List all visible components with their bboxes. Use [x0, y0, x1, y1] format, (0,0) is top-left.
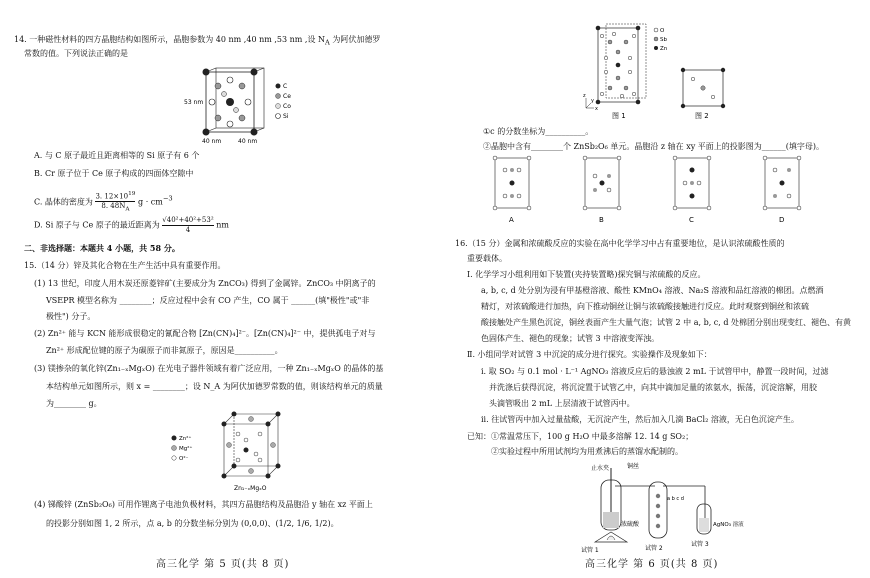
- q15-znmgo-legend: [170, 433, 200, 469]
- choice-d-figure: [763, 156, 801, 210]
- q14-option-b: B. Cr 原子位于 Ce 原子构成的四面体空隙中: [34, 169, 194, 178]
- q14-legend-0: C: [283, 83, 288, 90]
- q15-p3-line3: 为________ g。: [46, 399, 102, 408]
- q16-title-line2: 重要载体。: [467, 254, 507, 263]
- choice-c-label: C: [689, 216, 694, 224]
- page-6: [435, 0, 870, 578]
- q16-known-2: ②实验过程中所用试剂均为用煮沸后的蒸馏水配制的。: [491, 447, 683, 456]
- q14-dim-bottom-right: 40 nm: [238, 138, 258, 145]
- apparatus-label-t1: 试管 1: [581, 547, 599, 554]
- q16-s2-i-line2: 并洗涤后获得沉淀，将沉淀置于试管乙中，向其中滴加足量的浓氨水，振荡，沉淀溶解，用胶: [489, 383, 817, 392]
- q15-projection-choices: [491, 154, 841, 226]
- q15-legend-0: Zn²⁺: [179, 436, 192, 442]
- q15-p3-line1: (3) 镁掺杂的氧化锌(Zn₁₋ₓMgₓO) 在光电子器件领域有着广泛应用，一种 Zn₁₋ₓMgₓO 的晶体的基: [34, 364, 384, 373]
- q15-sub-2: ②晶胞中含有________个 ZnSb₂O₆ 单元。晶胞沿 z 轴在 xy 平面上的投影图为______(填字母)。: [483, 142, 825, 151]
- q15-p4-line2: 的投影分别如图 1, 2 所示，点 a, b 的分数坐标分别为 (0,0,0)、(1/2, 1/6, 1/2)。: [46, 519, 339, 528]
- q16-title: 16.（15 分）金属和浓硫酸反应的实验在高中化学学习中占有重要地位，是认识浓硫酸性质的: [455, 239, 785, 248]
- q16-s1-p1: a, b, c, d 处分别为浸有甲基橙溶液、酸性 KMnO₄ 溶液、Na₂S 溶液和品红溶液的棉团。点燃酒: [481, 286, 824, 295]
- q16-s2-ii: ii. 往试管丙中加入过量盐酸，无沉淀产生，然后加入几滴 BaCl₂ 溶液，无白色沉淀产生。: [481, 415, 799, 424]
- fig1-axis-x: x: [595, 106, 598, 112]
- q15-legend-2: O²⁻: [179, 456, 189, 462]
- choice-a-label: A: [509, 216, 514, 224]
- q16-section-1: Ⅰ. 化学学习小组利用如下装置(夹持装置略)探究铜与浓硫酸的反应。: [467, 270, 706, 279]
- fig1-legend-0: O: [660, 28, 665, 34]
- q14-option-d: D. Si 原子与 Ce 原子的最近距离为 $\frac{\text{√40²+40²+53²}}{4}$ nm: [34, 216, 229, 234]
- q15-figure-1: [580, 22, 690, 122]
- q14-option-c: C. 晶体的密度为 $\frac{3. 12\times 10^{19}}{8. 48N_A}$ $g \cdot cm^{-3}$: [34, 191, 173, 213]
- q16-s1-p4: 色固体产生、褪色的现象；试管 3 中溶液变浑浊。: [481, 334, 660, 343]
- q14-legend-2: Co: [283, 103, 291, 110]
- q15-p4-line1: (4) 锑酸锌 (ZnSb₂O₆) 可用作锂离子电池负极材料，其四方晶胞结构及晶胞沿 y 轴在 xz 平面上: [34, 500, 373, 509]
- q15-p1-line1: (1) 13 世纪，印度人用木炭还原菱锌矿(主要成分为 ZnCO₃) 得到了金属锌。ZnCO₃ 中阴离子的: [34, 279, 376, 288]
- q16-known-1: 已知：①常温常压下，100 g H₂O 中最多溶解 12. 14 g SO₂；: [467, 432, 694, 441]
- apparatus-label-abcd: a b c d: [667, 496, 684, 502]
- apparatus-label-t3: 试管 3: [691, 541, 709, 548]
- fig1-legend-2: Zn: [660, 46, 668, 52]
- apparatus-label-clip: 止水夹: [591, 465, 610, 472]
- q14-stem-line1: 14. 一种磁性材料的四方晶胞结构如图所示，晶胞参数为 40 nm ,40 nm ,53 nm ,设 $N_A$ 为阿伏加德罗: [14, 35, 381, 47]
- page-5-footer: 高三化学 第 5 页(共 8 页): [156, 559, 290, 570]
- apparatus-label-agno3: AgNO₃ 溶液: [713, 522, 744, 528]
- q16-apparatus-figure: [555, 460, 755, 556]
- q15-znmgo-figure: [198, 410, 298, 494]
- q16-s2-i-line1: i. 取 SO₂ 与 0.1 mol · L⁻¹ AgNO₃ 溶液反应后的悬浊液 2 mL 于试管甲中，静置一段时间，过滤: [481, 367, 829, 376]
- q15-title: 15.（14 分）锌及其化合物在生产生活中具有重要作用。: [24, 261, 226, 270]
- section-two-heading: 二、非选择题：本题共 4 小题，共 58 分。: [24, 243, 180, 253]
- q14-legend-3: Si: [283, 113, 289, 120]
- q16-s1-p3: 酸接触处产生黑色沉淀，铜丝表面产生大量气泡；试管 2 中 a, b, c, d 处棉团分别出现变红、褪色、有黄: [481, 318, 852, 327]
- q15-p2-line1: (2) Zn²⁺ 能与 KCN 能形成很稳定的氰配合物 [Zn(CN)₄]²⁻。[Zn(CN)₄]²⁻ 中，提供孤电子对与: [34, 329, 376, 338]
- q14-stem-line2: 常数的值。下列说法正确的是: [24, 49, 128, 58]
- choice-b-figure: [583, 156, 621, 210]
- page-6-footer: 高三化学 第 6 页(共 8 页): [585, 559, 719, 570]
- fig1-legend-1: Sb: [660, 37, 667, 43]
- q14-crystal-figure: [182, 66, 312, 146]
- q15-figure-2: [675, 66, 735, 122]
- apparatus-label-wire: 铜丝: [627, 463, 640, 470]
- q14-dim-bottom-left: 40 nm: [202, 138, 222, 145]
- fig2-caption: 图 2: [695, 112, 709, 120]
- q16-s1-p2: 精灯，对浓硫酸进行加热，向下推动铜丝让铜与浓硫酸接触进行反应。此时观察到铜丝和浓硫: [481, 302, 809, 311]
- choice-b-label: B: [599, 216, 604, 224]
- q15-p2-line2: Zn²⁺ 形成配位键的原子为碳原子而非氮原子，原因是__________。: [46, 346, 283, 355]
- apparatus-label-acid: 浓硫酸: [621, 521, 640, 528]
- q14-dim-vertical: 53 nm: [184, 99, 204, 106]
- q15-figure-caption: Zn₁₋ₓMgₓO: [234, 485, 267, 492]
- choice-d-label: D: [779, 216, 785, 224]
- q15-p1-line3: 极性") 分子。: [46, 312, 96, 321]
- fig1-caption: 图 1: [612, 112, 626, 120]
- q14-option-a: A. 与 C 原子最近且距离相等的 Si 原子有 6 个: [34, 151, 200, 160]
- q16-s2-i-line3: 头滴管吸出 2 mL 上层清液于试管丙中。: [489, 399, 635, 408]
- q15-p3-line2: 本结构单元如图所示，则 x = ________；设 N_A 为阿伏加德罗常数的值，则该结构单元的质量: [46, 382, 383, 391]
- q15-legend-1: Mg²⁺: [179, 446, 193, 452]
- fig1-axis-z: z: [583, 93, 586, 99]
- fig1-axis-y: y: [591, 98, 594, 104]
- choice-a-figure: [493, 156, 531, 210]
- q14-legend-1: Ce: [283, 93, 291, 100]
- q16-section-2: Ⅱ. 小组同学对试管 3 中沉淀的成分进行探究。实验操作及现象如下：: [467, 350, 712, 359]
- q15-sub-1: ①c 的分数坐标为__________。: [483, 127, 594, 136]
- apparatus-label-t2: 试管 2: [645, 545, 663, 552]
- q15-p1-line2: VSEPR 模型名称为 ________；反应过程中会有 CO 产生，CO 属于 ______(填"极性"或"非: [46, 296, 370, 305]
- choice-c-figure: [673, 156, 711, 210]
